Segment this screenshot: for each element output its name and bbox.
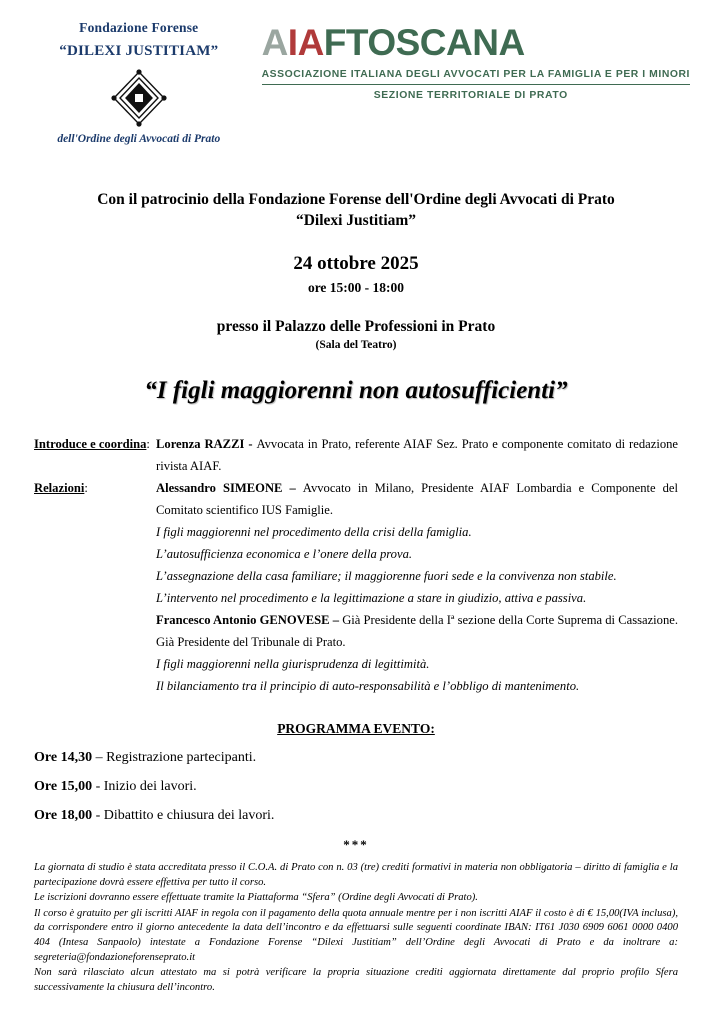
programme-text: - Dibattito e chiusura dei lavori. xyxy=(92,808,275,823)
programme-hour: Ore 18,00 xyxy=(34,808,93,823)
patronage-block xyxy=(34,189,678,231)
relazioni-label: Relazioni xyxy=(34,481,85,495)
note-paragraph: Non sarà rilasciato alcun attestato ma si potrà verificare la propria situazione crediti aggiornata direttamente dal proprio profilo Sfera successivamente la chiusura dell’incontro. xyxy=(34,967,678,993)
patronage-line-1: Con il patrocinio della Fondazione Forense dell'Ordine degli Avvocati di Prato xyxy=(97,191,615,208)
speaker-1-topic: I figli maggiorenni nel procedimento della crisi della famiglia. xyxy=(156,525,472,539)
programme-text: - Inizio dei lavori. xyxy=(92,779,197,794)
aiaf-subtitle: ASSOCIAZIONE ITALIANA DEGLI AVVOCATI PER LA FAMIGLIA E PER I MINORI xyxy=(262,69,690,85)
document-header xyxy=(0,0,712,145)
patronage-line-2: “Dilexi Justitiam” xyxy=(295,212,417,229)
event-venue-room: (Sala del Teatro) xyxy=(315,339,397,351)
introduce-person-desc: Avvocata in Prato, referente AIAF Sez. Prato e componente comitato di redazione rivista AIAF. xyxy=(156,437,678,473)
event-date: 24 ottobre 2025 xyxy=(293,253,419,274)
aiaf-letters-ia: IA xyxy=(287,22,324,63)
speaker-2-topic: I figli maggiorenni nella giurisprudenza di legittimità. xyxy=(156,657,430,671)
programme-row xyxy=(34,808,678,824)
foundation-motto: “DILEXI JUSTITIAM” xyxy=(59,43,219,59)
note-paragraph: Il corso è gratuito per gli iscritti AIAF in regola con il pagamento della quota annuale mentre per i non iscritti AIAF il costo è di € 15,00(IVA inclusa), da corrispondere entro il giorno antecedente la data dell’incontro e da effettuarsi sulle seguenti coordinate IBAN: IT61 J030 6909 6061 0000 0400 404 (Intesa Sanpaolo) intestate a Fondazione Forense “Dilexi Justitiam” dell’Ordine degli Avvocati di Prato e da inoltrare a: segreteria@fondazioneforenseprato.it xyxy=(34,907,678,963)
speaker-2-name: Francesco Antonio GENOVESE – xyxy=(156,613,343,627)
speaker-2-desc: Già Presidente della Iª sezione della Corte Suprema di Cassazione. Già Presidente del Tribunale di Prato. xyxy=(156,613,679,649)
event-title: “I figli maggiorenni non autosufficienti” xyxy=(144,377,568,404)
document-body xyxy=(0,189,712,995)
note-paragraph: La giornata di studio è stata accreditata presso il C.O.A. di Prato con n. 03 (tre) crediti formativi in materia non obbligatoria – diritto di famiglia e la partecipazione dovrà essere effettiva per tutto il corso. xyxy=(34,862,678,888)
speaker-1-topic: L’intervento nel procedimento e la legittimazione a stare in giudizio, attiva e passiva. xyxy=(156,591,587,605)
speaker-1-name: Alessandro SIMEONE – xyxy=(156,481,303,495)
speakers-table xyxy=(34,433,678,697)
aiaf-logo-wordmark xyxy=(262,24,690,62)
section-separator: *** xyxy=(343,837,369,852)
foundation-name: Fondazione Forense xyxy=(79,20,199,35)
programme-title: PROGRAMMA EVENTO: xyxy=(277,721,435,736)
speaker-2-block xyxy=(156,609,678,653)
foundation-order: dell'Ordine degli Avvocati di Prato xyxy=(57,133,221,145)
aiaf-section: SEZIONE TERRITORIALE DI PRATO xyxy=(373,90,568,101)
table-row xyxy=(34,433,678,477)
aiaf-logo-block xyxy=(256,18,690,101)
programme-hour: Ore 14,30 xyxy=(34,750,93,765)
relazioni-label-cell xyxy=(34,477,156,697)
programme-row xyxy=(34,750,678,766)
programme-text: – Registrazione partecipanti. xyxy=(92,750,257,765)
foundation-block xyxy=(22,18,256,145)
introduce-person-name: Lorenza RAZZI - xyxy=(156,437,257,451)
speaker-1-desc: Avvocato in Milano, Presidente AIAF Lombardia e Componente del Comitato scientifico IUS Famiglie. xyxy=(156,481,678,517)
relazioni-colon: : xyxy=(84,481,88,495)
introduce-label-cell xyxy=(34,433,156,477)
aiaf-letter-a: A xyxy=(261,22,288,63)
foundation-emblem-icon xyxy=(104,69,174,127)
note-paragraph: Le iscrizioni dovranno essere effettuate tramite la Piattaforma “Sfera” (Ordine degli Avvocati di Prato). xyxy=(34,892,478,904)
aiaf-toscana-word: TOSCANA xyxy=(345,22,525,63)
speaker-1-topic: L’assegnazione della casa familiare; il maggiorenne fuori sede e la convivenza non stabile. xyxy=(156,569,617,583)
relazioni-text-cell xyxy=(156,477,678,697)
event-time: ore 15:00 - 18:00 xyxy=(307,280,405,295)
introduce-label: Introduce e coordina xyxy=(34,437,147,451)
speaker-1-block xyxy=(156,477,678,521)
speaker-1-topic: L’autosufficienza economica e l’onere della prova. xyxy=(156,547,413,561)
introduce-colon: : xyxy=(146,437,150,451)
aiaf-letter-f: F xyxy=(323,22,346,63)
event-venue: presso il Palazzo delle Professioni in Prato xyxy=(216,318,496,335)
footer-notes xyxy=(34,861,678,995)
programme-hour: Ore 15,00 xyxy=(34,779,93,794)
programme-row xyxy=(34,779,678,795)
introduce-text-cell xyxy=(156,433,678,477)
table-row xyxy=(34,477,678,697)
speaker-2-topic: Il bilanciamento tra il principio di auto-responsabilità e l’obbligo di mantenimento. xyxy=(156,679,580,693)
